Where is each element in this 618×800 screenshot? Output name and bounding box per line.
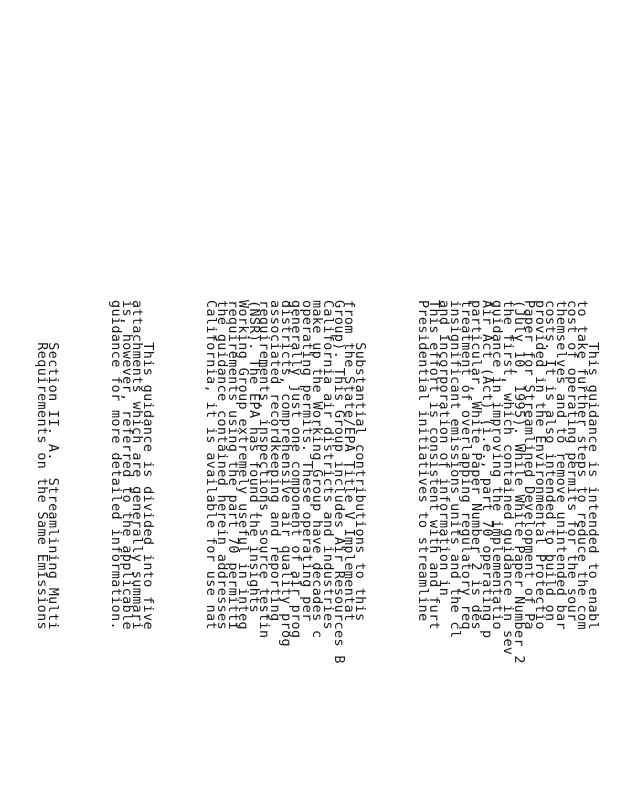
text-line: Paper for Streamlined Development of Pa (521, 300, 537, 631)
text-line: Requirements on the Same Emissions (33, 300, 49, 631)
text-line: the first, which contained guidance in sev (500, 300, 516, 656)
text-line: Working Group extremely useful in integ (235, 300, 251, 631)
text-line: make up the Working Group have decades c (309, 300, 325, 639)
text-line: insignificant emissions units and the cl (447, 300, 463, 639)
text-line: Presidential initiatives to streamline (415, 300, 431, 622)
text-line: guidance in improving the implementatio (489, 300, 505, 631)
text-line: cost of operating permits for the sour (563, 300, 579, 622)
text-line: operating permits. These operating per (298, 300, 314, 622)
text-line: the guidance contained herein addresses (214, 300, 230, 631)
rotated-text-block (33, 300, 618, 800)
section-heading (33, 300, 60, 800)
text-line: California, it is available for use nat (203, 300, 219, 631)
paragraph-organization (108, 300, 155, 800)
text-line: Air Act (Act) (i.e., part 70 operating p (478, 300, 494, 639)
text-line: associated recordkeeping and reporting (267, 300, 282, 622)
text-line: to take further steps to reduce the com (574, 300, 590, 631)
text-line: (NSR). The EPA has found the insights (245, 300, 261, 614)
text-line: Section II. A. Streamlining Multi (44, 300, 60, 631)
text-line: particular, White Paper Number 2 is des (468, 300, 484, 631)
text-line: This guidance is divided into five (139, 300, 155, 631)
text-line: generally just one component of air prog (288, 300, 304, 639)
text-line: treatment of overlapping regulatory req (457, 300, 473, 631)
text-line: attachments which are generally summari (129, 300, 145, 631)
text-line: California air districts and industries (319, 300, 335, 631)
text-line: costs. It is also intended to build on (542, 300, 558, 622)
text-line: themselves and to remove unintended bar (553, 300, 569, 631)
text-line: Group). This Group includes Air Resources B (330, 300, 346, 664)
text-line: (July 10, 1995). While White Paper Number 2 (510, 300, 526, 673)
text-line: requirements, inspections, source testin (256, 300, 272, 639)
paragraph-contributions (203, 300, 367, 800)
text-line: This guidance is intended to enabl (584, 300, 600, 631)
text-line: districts, comprehensive air quality prog (277, 300, 293, 647)
text-line: This effort is consistent with and furt (425, 300, 441, 631)
text-line: requirements using the part 70 permitti (224, 300, 240, 631)
text-line: is, however, referred to the applicable (118, 300, 134, 631)
text-line: and incorporation of information in (436, 300, 452, 597)
paragraph-intro (415, 300, 600, 800)
text-line: provided in the Environmental Protectio (531, 300, 547, 631)
text-line: from the State/EPA Title V Implementat (341, 300, 357, 622)
text-line: Substantial contributions to this (351, 300, 367, 622)
text-line: guidance for more detailed information. (108, 300, 124, 631)
